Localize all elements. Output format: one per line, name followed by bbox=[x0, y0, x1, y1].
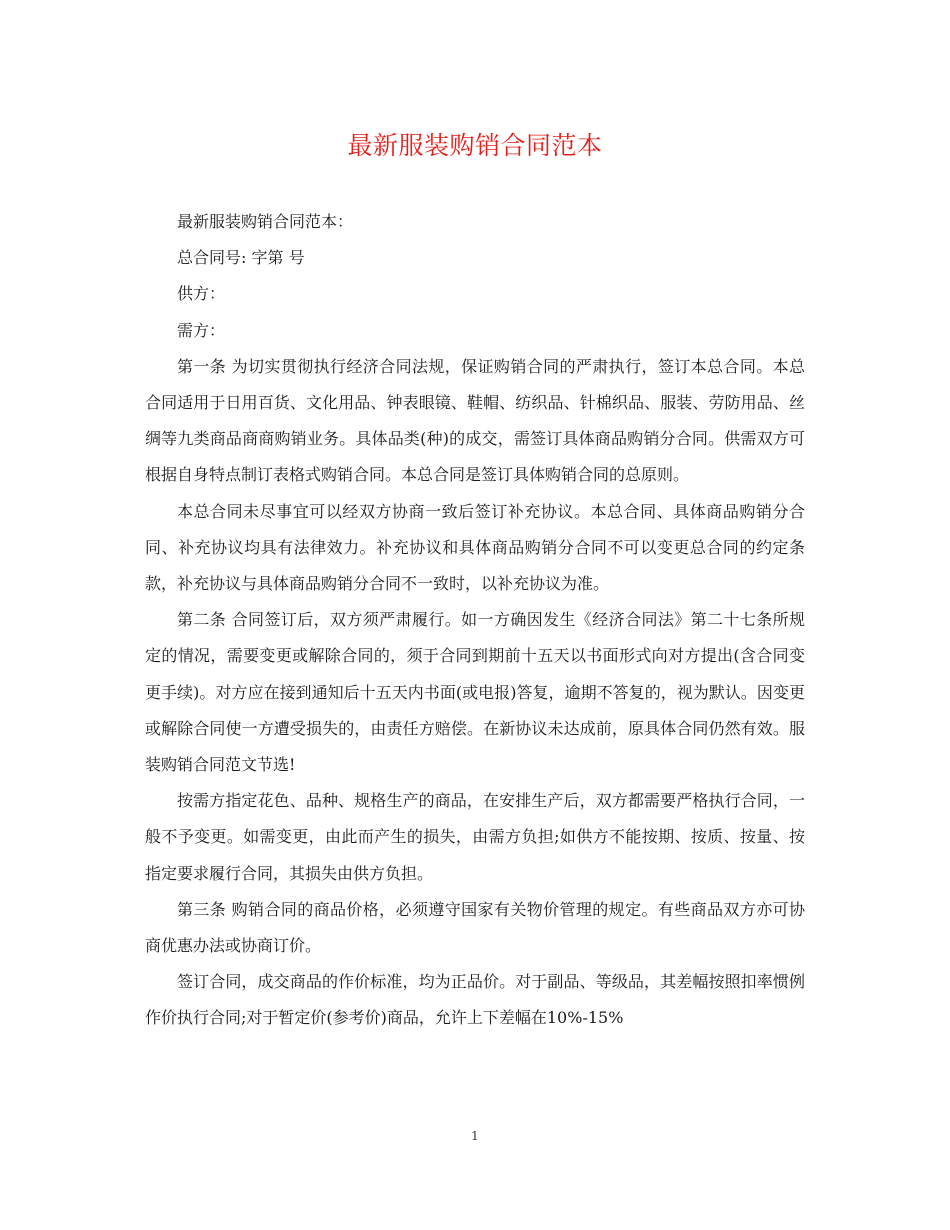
paragraph-supplementary: 本总合同未尽事宜可以经双方协商一致后签订补充协议。本总合同、具体商品购销分合同、补充协议均具有法律效力。补充协议和具体商品购销分合同不可以变更总合同的约定条款，补充协议与具体商品购销分合同不一致时，以补充协议为准。 bbox=[145, 501, 805, 594]
document-title: 最新服装购销合同范本 bbox=[347, 131, 603, 160]
paragraph-article-2: 第二条 合同签订后，双方须严肃履行。如一方确因发生《经济合同法》第二十七条所规定的情况，需要变更或解除合同的，须于合同到期前十五天以书面形式向对方提出(含合同变更手续)。对方应在接到通知后十五天内书面(或电报)答复，逾期不答复的，视为默认。因变更或解除合同使一方遭受损失的，由责任方赔偿。在新协议未达成前，原具体合同仍然有效。服装购销合同范文节选! bbox=[145, 610, 805, 775]
paragraph-pricing: 签订合同，成交商品的作价标准，均为正品价。对于副品、等级品，其差幅按照扣率惯例作价执行合同;对于暂定价(参考价)商品，允许上下差幅在10%-15% bbox=[145, 972, 805, 1028]
paragraph-supplier: 供方： bbox=[177, 284, 226, 304]
paragraph-contract-number: 总合同号: 字第 号 bbox=[177, 248, 305, 268]
page-number: 1 bbox=[471, 1129, 479, 1143]
paragraph-custom-orders: 按需方指定花色、品种、规格生产的商品，在安排生产后，双方都需要严格执行合同，一般不予变更。如需变更，由此而产生的损失，由需方负担;如供方不能按期、按质、按量、按指定要求履行合同，其损失由供方负担。 bbox=[145, 791, 805, 883]
document-body bbox=[145, 204, 805, 1037]
paragraph-article-1: 第一条 为切实贯彻执行经济合同法规，保证购销合同的严肃执行，签订本总合同。本总合同适用于日用百货、文化用品、钟表眼镜、鞋帽、纺织品、针棉织品、服装、劳防用品、丝绸等九类商品商商购销业务。具体品类(种)的成交，需签订具体商品购销分合同。供需双方可根据自身特点制订表格式购销合同。本总合同是签订具体购销合同的总原则。 bbox=[145, 356, 805, 485]
paragraph-intro: 最新服装购销合同范本： bbox=[177, 212, 354, 231]
paragraph-buyer: 需方： bbox=[177, 320, 226, 340]
paragraph-article-3: 第三条 购销合同的商品价格，必须遵守国家有关物价管理的规定。有些商品双方亦可协商优惠办法或协商订价。 bbox=[145, 899, 805, 956]
